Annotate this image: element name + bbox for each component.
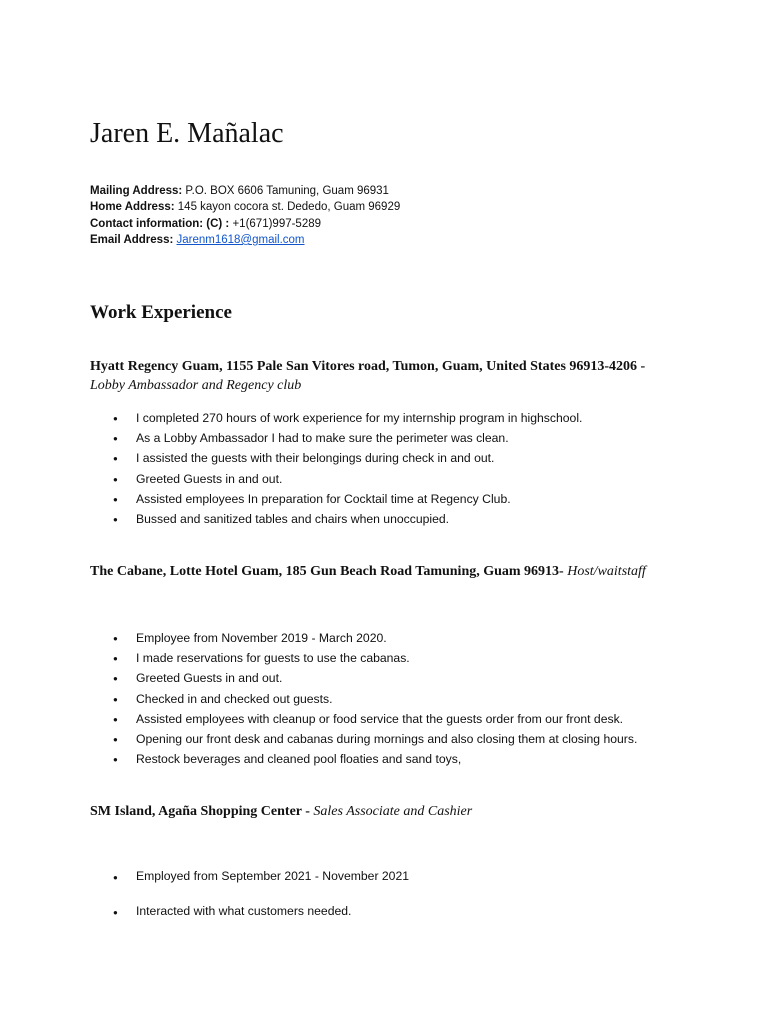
job-heading-sm-island [90, 803, 472, 822]
list-item: ● Employed from September 2021 - November 2021 [90, 859, 409, 894]
job-employer: Hyatt Regency Guam, 1155 Pale San Vitores road, Tumon, Guam, United States 96913-4206 - [90, 359, 646, 374]
contact-block [90, 183, 400, 248]
home-address: Home Address: 145 kayon cocora st. Dededo, Guam 96929 [90, 201, 401, 214]
list-item: ● I assisted the guests with their belongings during check in and out. [90, 448, 582, 468]
job-separator: - [301, 804, 314, 819]
job-bullets-cabane [90, 628, 637, 769]
work-experience-heading: Work Experience [90, 302, 232, 323]
list-item: ● Checked in and checked out guests. [90, 689, 637, 709]
job-bullets-sm-island [90, 859, 409, 929]
list-item: ● Restock beverages and cleaned pool floaties and sand toys, [90, 749, 637, 769]
job-employer: The Cabane, Lotte Hotel Guam, 185 Gun Beach Road Tamuning, Guam 96913- [90, 564, 564, 579]
job-role: Host/waitstaff [563, 564, 646, 579]
list-item: ● Employee from November 2019 - March 2020. [90, 628, 637, 648]
list-item: ● Assisted employees In preparation for Cocktail time at Regency Club. [90, 489, 582, 509]
job-bullets-hyatt [90, 408, 582, 529]
job-heading-cabane [90, 563, 646, 582]
email-address: Email Address: Jarenm1618@gmail.com [90, 233, 305, 246]
list-item: ● Assisted employees with cleanup or food service that the guests order from our front desk. [90, 709, 637, 729]
list-item: ● I completed 270 hours of work experience for my internship program in highschool. [90, 408, 582, 428]
list-item: ● Bussed and sanitized tables and chairs when unoccupied. [90, 509, 582, 529]
list-item: ● Greeted Guests in and out. [90, 469, 582, 489]
job-employer: SM Island, Agaña Shopping Center [90, 804, 302, 819]
applicant-name: Jaren E. Mañalac [90, 118, 284, 149]
email-link[interactable]: Jarenm1618@gmail.com [176, 233, 305, 246]
job-role: Lobby Ambassador and Regency club [90, 377, 302, 393]
list-item: ● Opening our front desk and cabanas during mornings and also closing them at closing hours. [90, 729, 637, 749]
list-item: ● I made reservations for guests to use the cabanas. [90, 648, 637, 668]
list-item: ● Interacted with what customers needed. [90, 894, 409, 929]
job-heading-hyatt [90, 358, 645, 395]
phone-number: Contact information: (C) : +1(671)997-5289 [90, 217, 322, 230]
mailing-address: Mailing Address: P.O. BOX 6606 Tamuning, Guam 96931 [90, 185, 389, 197]
job-role: Sales Associate and Cashier [313, 804, 473, 819]
list-item: ● Greeted Guests in and out. [90, 668, 637, 688]
list-item: ● As a Lobby Ambassador I had to make sure the perimeter was clean. [90, 428, 582, 448]
